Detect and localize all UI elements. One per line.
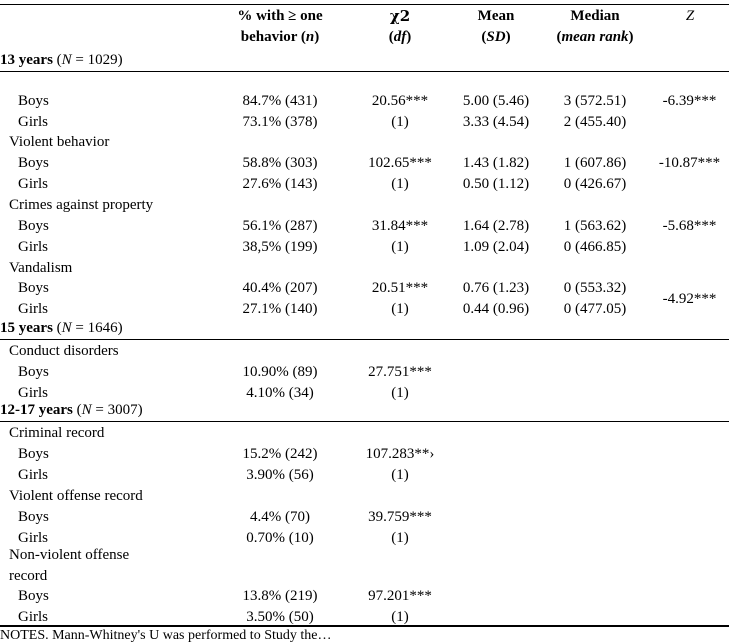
cell-z: -10.87*** <box>658 155 721 171</box>
footnote: NOTES. Mann-Whitney's U was performed to Study the… <box>0 628 332 643</box>
cell-chi: (1) <box>391 530 409 546</box>
cell-median: 0 (553.32) <box>563 280 627 296</box>
cell-chi: 97.201*** <box>368 588 432 604</box>
cell-mean: 0.50 (1.12) <box>462 176 530 192</box>
cell-chi: (1) <box>391 467 409 483</box>
cell-chi: (1) <box>391 176 409 192</box>
cell-mean: 3.33 (4.54) <box>462 114 530 130</box>
cell-pct: 84.7% (431) <box>242 93 318 109</box>
row-sex-label: Boys <box>18 446 49 462</box>
row-category-label: Crimes against property <box>9 197 154 213</box>
row-sex-label: Girls <box>18 609 48 625</box>
row-sex-label: Boys <box>18 509 49 525</box>
cell-pct: 3.90% (56) <box>246 467 314 483</box>
cell-pct: 40.4% (207) <box>242 280 318 296</box>
cell-pct: 4.10% (34) <box>246 385 314 401</box>
cell-pct: 73.1% (378) <box>242 114 318 130</box>
row-sex-label: Girls <box>18 239 48 255</box>
row-category-label: Violent offense record <box>9 488 143 504</box>
cell-z: -5.68*** <box>662 218 717 234</box>
row-sex-label: Girls <box>18 114 48 130</box>
section-13-years: 13 years (N = 1029) <box>0 52 123 68</box>
row-sex-label: Girls <box>18 176 48 192</box>
cell-median: 0 (426.67) <box>563 176 627 192</box>
cell-pct: 10.90% (89) <box>242 364 318 380</box>
cell-chi: (1) <box>391 609 409 625</box>
cell-pct: 56.1% (287) <box>242 218 318 234</box>
header-bottom-rule <box>0 71 729 72</box>
header-z: Z <box>685 8 695 24</box>
cell-pct: 27.1% (140) <box>242 301 318 317</box>
cell-mean: 0.44 (0.96) <box>462 301 530 317</box>
section-12-17-years: 12-17 years (N = 3007) <box>0 402 143 418</box>
cell-median: 3 (572.51) <box>563 93 627 109</box>
cell-pct: 13.8% (219) <box>242 588 318 604</box>
cell-chi: (1) <box>391 301 409 317</box>
cell-mean: 1.43 (1.82) <box>462 155 530 171</box>
row-sex-label: Girls <box>18 530 48 546</box>
cell-chi: 39.759*** <box>368 509 432 525</box>
row-category-label: Non-violent offense <box>9 547 130 563</box>
cell-chi: 20.56*** <box>371 93 429 109</box>
row-sex-label: Boys <box>18 218 49 234</box>
header-mean: Mean (SD) <box>477 8 515 45</box>
section-15-years: 15 years (N = 1646) <box>0 320 123 336</box>
cell-chi: 31.84*** <box>371 218 429 234</box>
row-sex-label: Boys <box>18 280 49 296</box>
header-median: Median (mean rank) <box>556 8 634 45</box>
row-category-label: Vandalism <box>9 260 73 276</box>
cell-median: 1 (607.86) <box>563 155 627 171</box>
cell-median: 0 (477.05) <box>563 301 627 317</box>
cell-chi: (1) <box>391 385 409 401</box>
row-category-label: Conduct disorders <box>9 343 119 359</box>
cell-median: 1 (563.62) <box>563 218 627 234</box>
table-bottom-rule <box>0 625 729 627</box>
cell-pct: 3.50% (50) <box>246 609 314 625</box>
cell-median: 2 (455.40) <box>563 114 627 130</box>
cell-median: 0 (466.85) <box>563 239 627 255</box>
cell-chi: 107.283**› <box>365 446 435 462</box>
header-chi: χ2 (df) <box>388 7 412 45</box>
cell-pct: 4.4% (70) <box>250 509 310 525</box>
cell-mean: 1.09 (2.04) <box>462 239 530 255</box>
header-pct: % with ≥ one behavior (n) <box>237 8 323 45</box>
cell-pct: 27.6% (143) <box>242 176 318 192</box>
row-category-label: Criminal record <box>9 425 105 441</box>
cell-mean: 0.76 (1.23) <box>462 280 530 296</box>
cell-pct: 0.70% (10) <box>246 530 314 546</box>
section-15-rule <box>0 339 729 340</box>
row-sex-label: Girls <box>18 301 48 317</box>
row-category-label: Violent behavior <box>9 134 110 150</box>
table-top-rule <box>0 4 729 5</box>
row-sex-label: Girls <box>18 385 48 401</box>
cell-mean: 5.00 (5.46) <box>462 93 530 109</box>
cell-chi: 27.751*** <box>368 364 432 380</box>
row-category-label: record <box>9 568 48 584</box>
cell-pct: 38,5% (199) <box>242 239 318 255</box>
cell-chi: (1) <box>391 114 409 130</box>
section-12-17-rule <box>0 421 729 422</box>
row-sex-label: Boys <box>18 155 49 171</box>
cell-z: -4.92*** <box>662 291 717 307</box>
row-sex-label: Boys <box>18 93 49 109</box>
cell-pct: 15.2% (242) <box>242 446 318 462</box>
row-sex-label: Boys <box>18 364 49 380</box>
cell-z: -6.39*** <box>662 93 717 109</box>
row-sex-label: Girls <box>18 467 48 483</box>
cell-mean: 1.64 (2.78) <box>462 218 530 234</box>
row-sex-label: Boys <box>18 588 49 604</box>
cell-pct: 58.8% (303) <box>242 155 318 171</box>
cell-chi: 20.51*** <box>371 280 429 296</box>
cell-chi: 102.65*** <box>368 155 432 171</box>
cell-chi: (1) <box>391 239 409 255</box>
